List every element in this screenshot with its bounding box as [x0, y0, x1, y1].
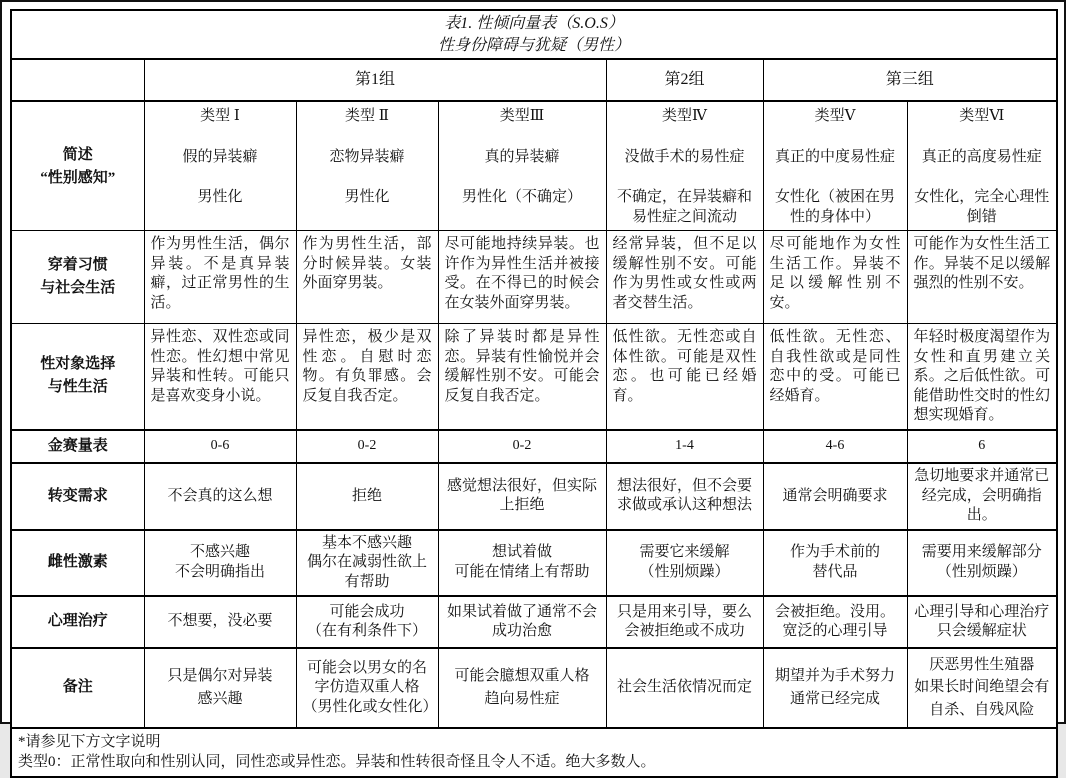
row-header-kinsey: 金赛量表: [11, 430, 144, 464]
footnote-cell: [11, 728, 1057, 777]
cell-transition-type2: 拒绝: [296, 463, 438, 530]
cell-sexobj-type6: 年轻时极度渴望作为女性和直男建立关系。之后低性欲。可能借助性交时的性幻想实现婚育。: [907, 324, 1057, 430]
cell-sexobj-type2: 异性恋，极少是双性恋。自慰时恋物。有负罪感。会反复自我否定。: [296, 324, 438, 430]
cell-estrogen-type1: 不感兴趣 不会明确指出: [144, 530, 296, 597]
cell-remarks-type2: 可能会以男女的名字仿造双重人格（男性化或女性化）: [296, 648, 438, 728]
row-header-psychotherapy: 心理治疗: [11, 596, 144, 648]
cell-remarks-type3: 可能会臆想双重人格 趋向易性症: [438, 648, 606, 728]
cell-estrogen-type5: 作为手术前的 替代品: [763, 530, 907, 597]
cell-kinsey-type6: 6: [907, 430, 1057, 464]
cell-kinsey-type2: 0-2: [296, 430, 438, 464]
cell-psycho-type5: 会被拒绝。没用。 宽泛的心理引导: [763, 596, 907, 648]
cell-overview-type6: 类型Ⅵ 真正的高度易性症 女性化，完全心理性倒错: [907, 101, 1057, 231]
footnote-line-2: 类型0：正常性取向和性别认同，同性恋或异性恋。异装和性转很奇怪且令人不适。绝大多数人。: [18, 754, 656, 771]
row-overview: [11, 101, 1057, 231]
cell-sexobj-type1: 异性恋、双性恋或同性恋。性幻想中常见异装和性转。可能只是喜欢变身小说。: [144, 324, 296, 430]
group-header-empty: [11, 59, 144, 101]
cell-overview-type3: 类型Ⅲ 真的异装癖 男性化（不确定）: [438, 101, 606, 231]
cell-dressing-type6: 可能作为女性生活工作。异装不足以缓解强烈的性别不安。: [907, 231, 1057, 324]
cell-psycho-type2: 可能会成功 （在有利条件下）: [296, 596, 438, 648]
cell-dressing-type5: 尽可能地作为女性生活工作。异装不足以缓解性别不安。: [763, 231, 907, 324]
cell-remarks-type5: 期望并为手术努力 通常已经完成: [763, 648, 907, 728]
cell-dressing-type1: 作为男性生活，偶尔异装。不是真异装癖，过正常男性的生活。: [144, 231, 296, 324]
group-header-row: [11, 59, 1057, 101]
cell-kinsey-type5: 4-6: [763, 430, 907, 464]
cell-transition-type5: 通常会明确要求: [763, 463, 907, 530]
cell-overview-type5: 类型Ⅴ 真正的中度易性症 女性化（被困在男性的身体中）: [763, 101, 907, 231]
cell-transition-type6: 急切地要求并通常已经完成，会明确指出。: [907, 463, 1057, 530]
cell-estrogen-type4: 需要它来缓解 （性别烦躁）: [606, 530, 763, 597]
cell-dressing-type2: 作为男性生活，部分时候异装。女装外面穿男装。: [296, 231, 438, 324]
cell-estrogen-type6: 需要用来缓解部分 （性别烦躁）: [907, 530, 1057, 597]
row-kinsey: [11, 430, 1057, 464]
row-estrogen: [11, 530, 1057, 597]
cell-overview-type1: 类型 Ⅰ 假的异装癖 男性化: [144, 101, 296, 231]
group-2-header: 第2组: [606, 59, 763, 101]
row-header-transition: 转变需求: [11, 463, 144, 530]
cell-dressing-type3: 尽可能地持续异装。也许作为异性生活并被接受。在不得已的时候会在女装外面穿男装。: [438, 231, 606, 324]
cell-transition-type1: 不会真的这么想: [144, 463, 296, 530]
cell-psycho-type6: 心理引导和心理治疗 只会缓解症状: [907, 596, 1057, 648]
row-psychotherapy: [11, 596, 1057, 648]
group-1-header: 第1组: [144, 59, 606, 101]
cell-sexobj-type5: 低性欲。无性恋、自我性欲或是同性恋中的受。可能已经婚育。: [763, 324, 907, 430]
cell-remarks-type6: 厌恶男性生殖器 如果长时间绝望会有 自杀、自残风险: [907, 648, 1057, 728]
row-dressing: [11, 231, 1057, 324]
cell-remarks-type1: 只是偶尔对异装 感兴趣: [144, 648, 296, 728]
table-title-cell: [11, 10, 1057, 59]
cell-transition-type3: 感觉想法很好，但实际上拒绝: [438, 463, 606, 530]
cell-psycho-type1: 不想要，没必要: [144, 596, 296, 648]
table-title: 表1. 性倾向量表（S.O.S）: [444, 15, 624, 32]
row-remarks: [11, 648, 1057, 728]
row-header-sex-object: 性对象选择 与性生活: [11, 324, 144, 430]
row-header-remarks: 备注: [11, 648, 144, 728]
row-header-dressing: 穿着习惯 与社会生活: [11, 231, 144, 324]
cell-dressing-type4: 经常异装，但不足以缓解性别不安。可能作为男性或女性或两者交替生活。: [606, 231, 763, 324]
row-header-overview: 简述 “性别感知”: [11, 101, 144, 231]
cell-overview-type2: 类型 Ⅱ 恋物异装癖 男性化: [296, 101, 438, 231]
sos-table: [10, 9, 1058, 778]
row-transition-need: [11, 463, 1057, 530]
cell-sexobj-type4: 低性欲。无性恋或自体性欲。可能是双性恋。也可能已经婚育。: [606, 324, 763, 430]
cell-remarks-type4: 社会生活依情况而定: [606, 648, 763, 728]
cell-psycho-type3: 如果试着做了通常不会成功治愈: [438, 596, 606, 648]
cell-kinsey-type4: 1-4: [606, 430, 763, 464]
group-3-header: 第三组: [763, 59, 1057, 101]
footnote-line-1: *请参见下方文字说明: [18, 734, 161, 751]
table-title-row: [11, 10, 1057, 59]
cell-transition-type4: 想法很好，但不会要求做或承认这种想法: [606, 463, 763, 530]
footnote-row: [11, 728, 1057, 777]
cell-sexobj-type3: 除了异装时都是异性恋。异装有性愉悦并会缓解性别不安。可能会反复自我否定。: [438, 324, 606, 430]
cell-overview-type4: 类型Ⅳ 没做手术的易性症 不确定，在异装癖和易性症之间流动: [606, 101, 763, 231]
row-sex-object: [11, 324, 1057, 430]
table-subtitle: 性身份障碍与犹疑（男性）: [438, 36, 631, 54]
row-header-estrogen: 雌性激素: [11, 530, 144, 597]
cell-kinsey-type1: 0-6: [144, 430, 296, 464]
cell-psycho-type4: 只是用来引导，要么会被拒绝或不成功: [606, 596, 763, 648]
cell-estrogen-type2: 基本不感兴趣 偶尔在减弱性欲上有帮助: [296, 530, 438, 597]
cell-kinsey-type3: 0-2: [438, 430, 606, 464]
cell-estrogen-type3: 想试着做 可能在情绪上有帮助: [438, 530, 606, 597]
